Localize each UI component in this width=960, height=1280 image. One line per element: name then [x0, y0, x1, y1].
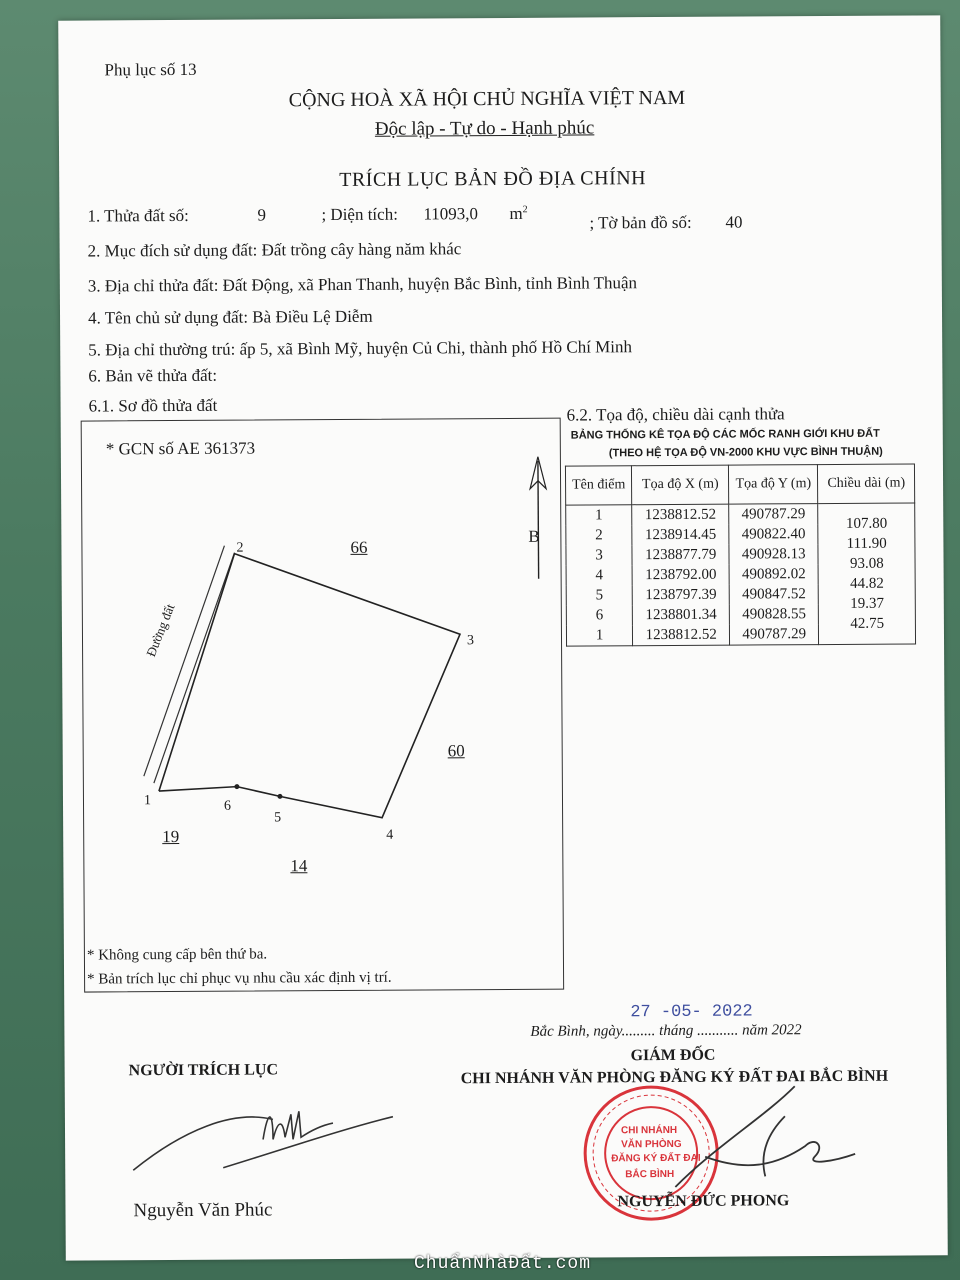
cell-point: 4 [566, 565, 632, 585]
sheet-label: ; Tờ bản đồ số: [589, 212, 692, 233]
table-row [566, 563, 915, 585]
motto: Độc lập - Tự do - Hạnh phúc [374, 117, 595, 140]
official-seal: CHI NHÁNH VĂN PHÒNG ĐĂNG KÝ ĐẤT ĐAI BẮC BÌNH [581, 1083, 722, 1224]
note-1: * Không cung cấp bên thứ ba. [86, 946, 268, 964]
residence-line: 5. Địa chỉ thường trú: ấp 5, xã Bình Mỹ, huyện Củ Chi, thành phố Hồ Chí Minh [88, 337, 633, 360]
coordinates-table [565, 463, 916, 646]
address-line: 3. Địa chỉ thửa đất: Đất Động, xã Phan Thanh, huyện Bắc Bình, tỉnh Bình Thuận [87, 273, 638, 296]
road-label: Đường đất [143, 601, 178, 659]
cell-length [818, 563, 915, 592]
parcel-value: 9 [257, 205, 266, 225]
neighbor-60: 60 [447, 741, 465, 761]
sheet-value: 40 [725, 212, 743, 232]
stamp-date: 27 -05- 2022 [630, 1002, 753, 1023]
table-row [566, 623, 915, 646]
director-signature [665, 1076, 866, 1207]
point-4-label: 4 [386, 827, 394, 843]
segment-length: 107.80 [845, 515, 888, 532]
cell-y: 490892.02 [729, 564, 818, 585]
table-row [566, 583, 915, 605]
cell-y: 490787.29 [729, 504, 818, 525]
director-title: GIÁM ĐỐC [630, 1046, 716, 1065]
table-title: BẢNG THỐNG KÊ TỌA ĐỘ CÁC MỐC RANH GIỚI KHU ĐẤT [570, 427, 880, 442]
point-5-marker [277, 794, 282, 799]
cell-y: 490822.40 [729, 524, 818, 545]
header-x: Tọa độ X (m) [632, 465, 729, 505]
north-label: B [528, 526, 540, 546]
cell-length [819, 623, 916, 644]
watermark: ChuẩnNhàĐất.com [414, 1254, 592, 1274]
cell-y: 490928.13 [729, 544, 818, 565]
cell-y: 490787.29 [730, 624, 819, 645]
north-arrow-icon [538, 461, 539, 579]
neighbor-14: 14 [290, 856, 308, 876]
drawing-line: 6. Bản vẽ thửa đất: [88, 365, 218, 386]
parcel-sketch-map [81, 418, 564, 993]
table-header-row [565, 464, 914, 505]
cell-y: 490828.55 [730, 604, 819, 625]
cell-x: 1238877.79 [632, 545, 729, 566]
cell-point: 1 [566, 505, 632, 526]
extractor-name: Nguyễn Văn Phúc [133, 1199, 273, 1222]
cell-x: 1238797.39 [632, 585, 729, 606]
point-1-label: 1 [143, 793, 152, 809]
place-date-line: Bắc Bình, ngày......... tháng ........... năm 2022 [530, 1022, 802, 1040]
cell-x: 1238792.00 [632, 565, 729, 586]
note-2: * Bản trích lục chỉ phục vụ nhu cầu xác định vị trí. [87, 969, 392, 988]
purpose-line: 2. Mục đích sử dụng đất: Đất trồng cây hàng năm khác [87, 239, 462, 261]
header-y: Tọa độ Y (m) [729, 465, 818, 505]
cell-x: 1238801.34 [633, 605, 730, 626]
cell-point: 6 [566, 605, 632, 625]
extractor-title: NGƯỜI TRÍCH LỤC [128, 1061, 279, 1080]
header-length: Chiều dài (m) [818, 464, 915, 504]
neighbor-19: 19 [162, 826, 180, 847]
point-6-marker [234, 784, 239, 789]
parcel-drawing [82, 419, 563, 992]
cell-point: 3 [566, 545, 632, 565]
table-row [566, 543, 915, 565]
cell-x: 1238812.52 [632, 504, 729, 525]
road-line-left [142, 546, 225, 776]
segment-length: 111.90 [846, 535, 887, 552]
table-row [566, 523, 915, 545]
coordinates-table-wrap [565, 463, 916, 646]
cell-length [818, 543, 915, 572]
table-row [566, 603, 915, 625]
director-name: NGUYỄN ĐỨC PHONG [617, 1192, 790, 1211]
point-5-label: 5 [274, 810, 282, 826]
appendix-label: Phụ lục số 13 [104, 59, 197, 80]
table-row [566, 503, 915, 526]
header-point: Tên điểm [565, 466, 632, 505]
coords-heading: 6.2. Tọa độ, chiều dài cạnh thửa [566, 404, 785, 425]
certificate-number: * GCN số AE 361373 [105, 438, 256, 459]
document-page [58, 15, 948, 1260]
cell-x: 1238914.45 [632, 525, 729, 546]
segment-length: 19.37 [850, 595, 884, 612]
cell-length [818, 503, 915, 532]
point-3-label: 3 [466, 633, 475, 649]
cell-point: 2 [566, 525, 632, 545]
area-value: 11093,0 [423, 204, 479, 224]
cell-x: 1238812.52 [633, 625, 730, 646]
segment-length: 93.08 [849, 555, 884, 572]
point-2-label: 2 [236, 540, 244, 556]
area-unit: $m^2$ [509, 203, 528, 223]
table-subtitle: (THEO HỆ TỌA ĐỘ VN-2000 KHU VỰC BÌNH THUẬN) [608, 445, 883, 460]
neighbor-66: 66 [350, 537, 368, 557]
parcel-label: 1. Thửa đất số: [87, 205, 189, 226]
parcel-boundary [157, 552, 461, 819]
cell-y: 490847.52 [729, 584, 818, 605]
republic-heading: CỘNG HOÀ XÃ HỘI CHỦ NGHĨA VIỆT NAM [288, 86, 686, 112]
area-label: ; Diện tích: [321, 204, 398, 225]
extractor-signature [123, 1089, 404, 1181]
document-title: TRÍCH LỤC BẢN ĐỒ ĐỊA CHÍNH [339, 167, 647, 191]
point-6-label: 6 [223, 798, 232, 814]
cell-length [818, 583, 915, 612]
owner-line: 4. Tên chủ sử dụng đất: Bà Điều Lệ Diễm [87, 306, 373, 328]
cell-length [819, 603, 916, 632]
cell-length [818, 523, 915, 552]
cell-point: 5 [566, 585, 632, 605]
sketch-heading: 6.1. Sơ đồ thửa đất [88, 395, 218, 416]
office-name: CHI NHÁNH VĂN PHÒNG ĐĂNG KÝ ĐẤT ĐAI BẮC BÌNH [460, 1067, 889, 1088]
cell-point: 1 [566, 625, 632, 646]
segment-length: 44.82 [850, 575, 884, 592]
segment-length: 42.75 [850, 615, 885, 632]
